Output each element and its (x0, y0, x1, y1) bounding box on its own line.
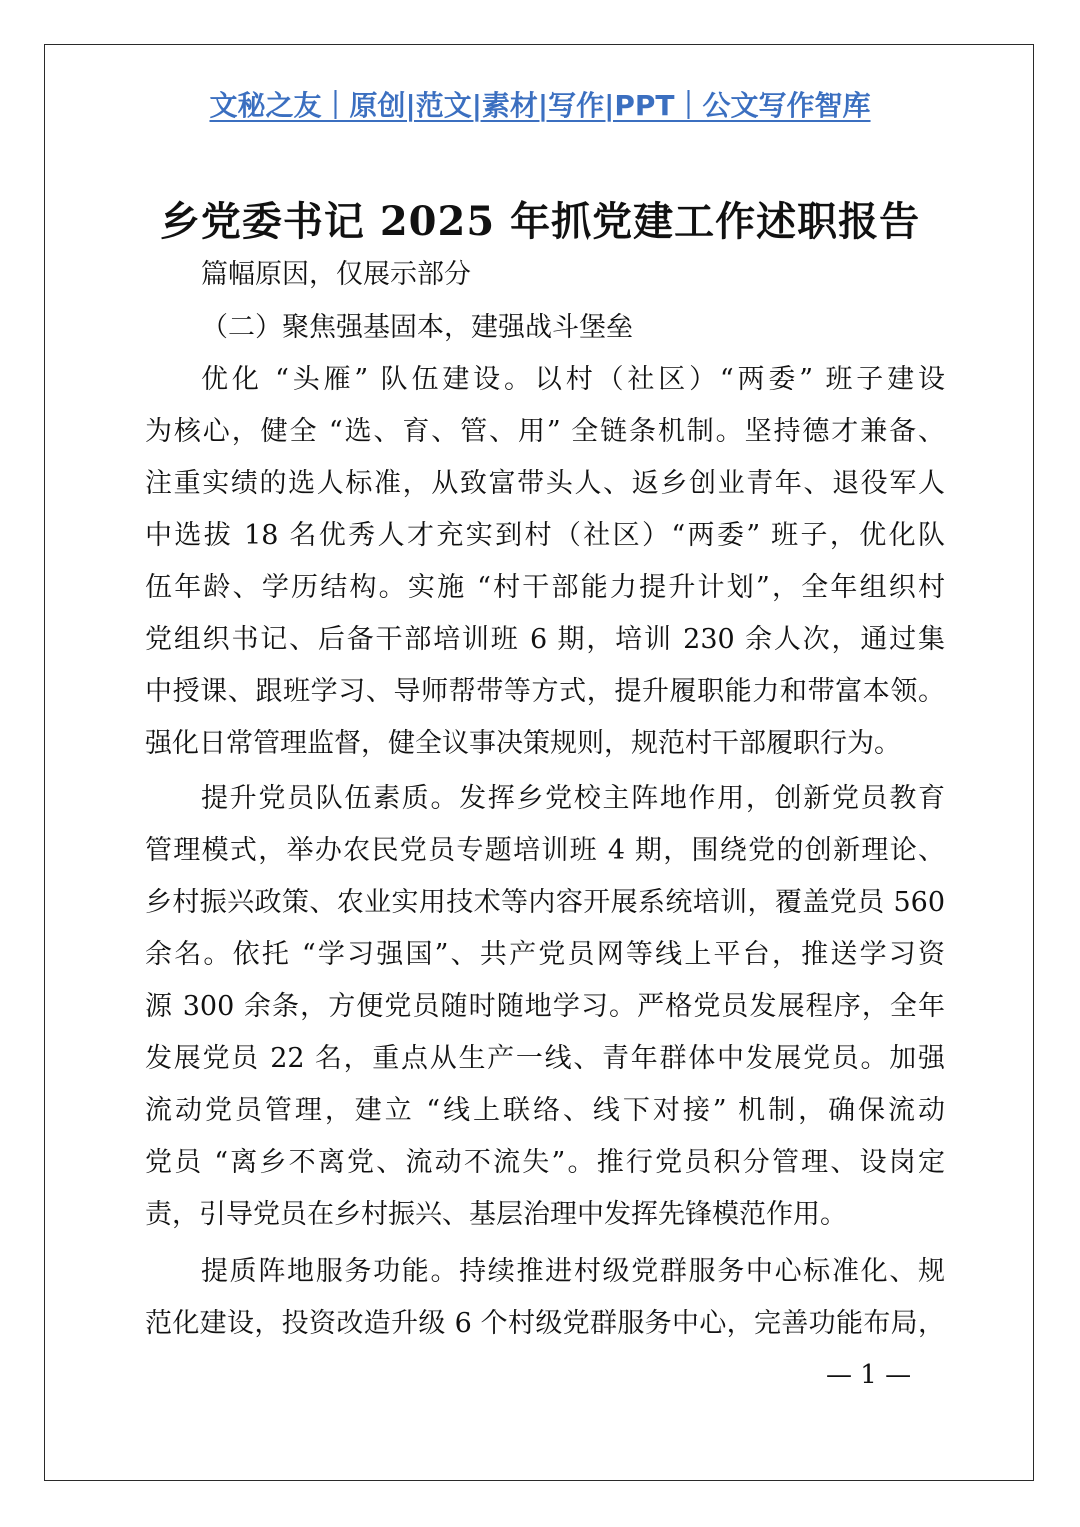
paragraph-3 (145, 1246, 945, 1350)
section-heading: （二）聚焦强基固本，建强战斗堡垒 (201, 312, 633, 343)
paragraph-line: 中授课、跟班学习、导师帮带等方式，提升履职能力和带富本领。 (145, 676, 945, 707)
paragraph-1 (145, 354, 945, 770)
paragraph-line: 乡村振兴政策、农业实用技术等内容开展系统培训，覆盖党员 560 (145, 887, 945, 918)
paragraph-line: 注重实绩的选人标准，从致富带头人、返乡创业青年、退役军人 (145, 468, 945, 499)
site-header-banner (0, 84, 1080, 124)
paragraph-line: 发展党员 22 名，重点从生产一线、青年群体中发展党员。加强 (145, 1043, 945, 1074)
site-header-text: 文秘之友｜原创|范文|素材|写作|PPT｜公文写作智库 (209, 89, 871, 122)
page-number: — 1 — (826, 1360, 912, 1390)
paragraph-line: 伍年龄、学历结构。实施 “村干部能力提升计划”，全年组织村 (145, 572, 945, 603)
paragraph-line: 流动党员管理，建立 “线上联络、线下对接” 机制，确保流动 (145, 1095, 945, 1126)
paragraph-line: 强化日常管理监督，健全议事决策规则，规范村干部履职行为。 (145, 728, 901, 759)
paragraph-line: 范化建设，投资改造升级 6 个村级党群服务中心，完善功能布局， (145, 1308, 945, 1339)
paragraph-line: 管理模式，举办农民党员专题培训班 4 期，围绕党的创新理论、 (145, 835, 945, 866)
paragraph-line: 党组织书记、后备干部培训班 6 期，培训 230 余人次，通过集 (145, 624, 945, 655)
paragraph-line: 为核心，健全 “选、育、管、用” 全链条机制。坚持德才兼备、 (145, 416, 945, 447)
paragraph-line: 提质阵地服务功能。持续推进村级党群服务中心标准化、规 (201, 1256, 945, 1287)
document-title: 乡党委书记 2025 年抓党建工作述职报告 (159, 198, 921, 245)
paragraph-line: 党员 “离乡不离党、流动不流失”。推行党员积分管理、设岗定 (145, 1147, 945, 1178)
excerpt-notice: 篇幅原因，仅展示部分 (201, 259, 471, 290)
paragraph-line: 余名。依托 “学习强国”、共产党员网等线上平台，推送学习资 (145, 939, 945, 970)
paragraph-line: 优化 “头雁” 队伍建设。以村（社区）“两委” 班子建设 (201, 364, 945, 395)
paragraph-line: 责，引导党员在乡村振兴、基层治理中发挥先锋模范作用。 (145, 1199, 847, 1230)
paragraph-line: 中选拔 18 名优秀人才充实到村（社区）“两委” 班子，优化队 (145, 520, 945, 551)
paragraph-2 (145, 773, 945, 1241)
paragraph-line: 提升党员队伍素质。发挥乡党校主阵地作用，创新党员教育 (201, 783, 945, 814)
paragraph-line: 源 300 余条，方便党员随时随地学习。严格党员发展程序，全年 (145, 991, 945, 1022)
